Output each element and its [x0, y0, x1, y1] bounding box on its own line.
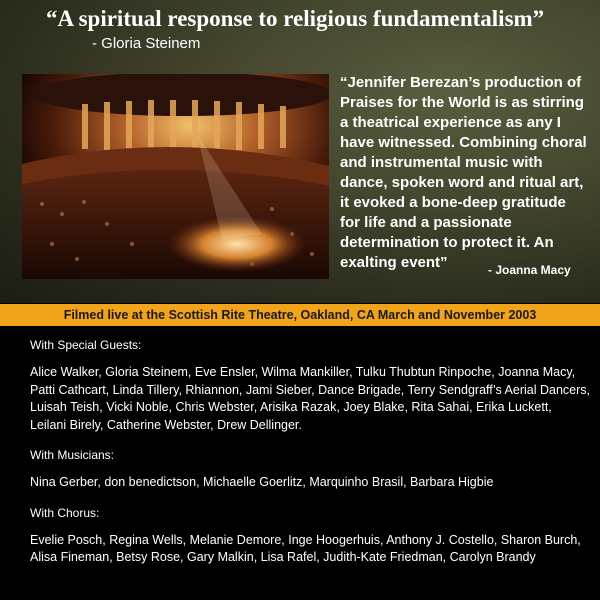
credits-section-chorus	[30, 506, 590, 567]
credits-section-musicians	[30, 448, 590, 492]
review-attribution: - Joanna Macy	[488, 263, 571, 277]
headline-attribution: - Gloria Steinem	[92, 35, 201, 52]
section-heading: With Special Guests:	[30, 338, 142, 352]
headline-quote: “A spiritual response to religious fundamentalism”	[46, 6, 545, 31]
theatre-photo	[22, 74, 329, 279]
section-names: Nina Gerber, don benedictson, Michaelle Goerlitz, Marquinho Brasil, Barbara Higbie	[30, 475, 494, 489]
review-quote: “Jennifer Berezan’s production of Praises for the World is as stirring a theatrical experience as any I have witnessed. Combining choral and instrumental music with dance, spoken word and ritual art, it evoked a bone-deep gratitude for life and a passionate determination to protect it. An exalting event”	[340, 74, 587, 271]
filming-banner: Filmed live at the Scottish Rite Theatre, Oakland, CA March and November 2003	[0, 304, 600, 326]
credits-list	[30, 338, 590, 581]
section-heading: With Musicians:	[30, 448, 115, 462]
section-heading: With Chorus:	[30, 505, 100, 520]
section-names: Evelie Posch, Regina Wells, Melanie Demore, Inge Hoogerhuis, Anthony J. Costello, Sharon Burch, Alisa Fineman, Betsy Rose, Gary Malkin, Lisa Rafel, Judith-Kate Friedman, Carolyn Brandy	[30, 532, 581, 564]
section-names: Alice Walker, Gloria Steinem, Eve Ensler, Wilma Mankiller, Tulku Thubtun Rinpoche, Joanna Macy, Patti Cathcart, Linda Tillery, Rhiannon, Jami Sieber, Dance Brigade, Terry Sendgraff’s Aerial Dancers, Luisah Teish, Vicki Noble, Chris Webster, Arisika Razak, Joey Blake, Rita Sahai, Erika Luckett, Leilani Birely, Catherine Webster, Drew Dellinger.	[30, 365, 591, 432]
credits-section-guests	[30, 338, 590, 434]
theatre-photo-image	[22, 74, 329, 279]
